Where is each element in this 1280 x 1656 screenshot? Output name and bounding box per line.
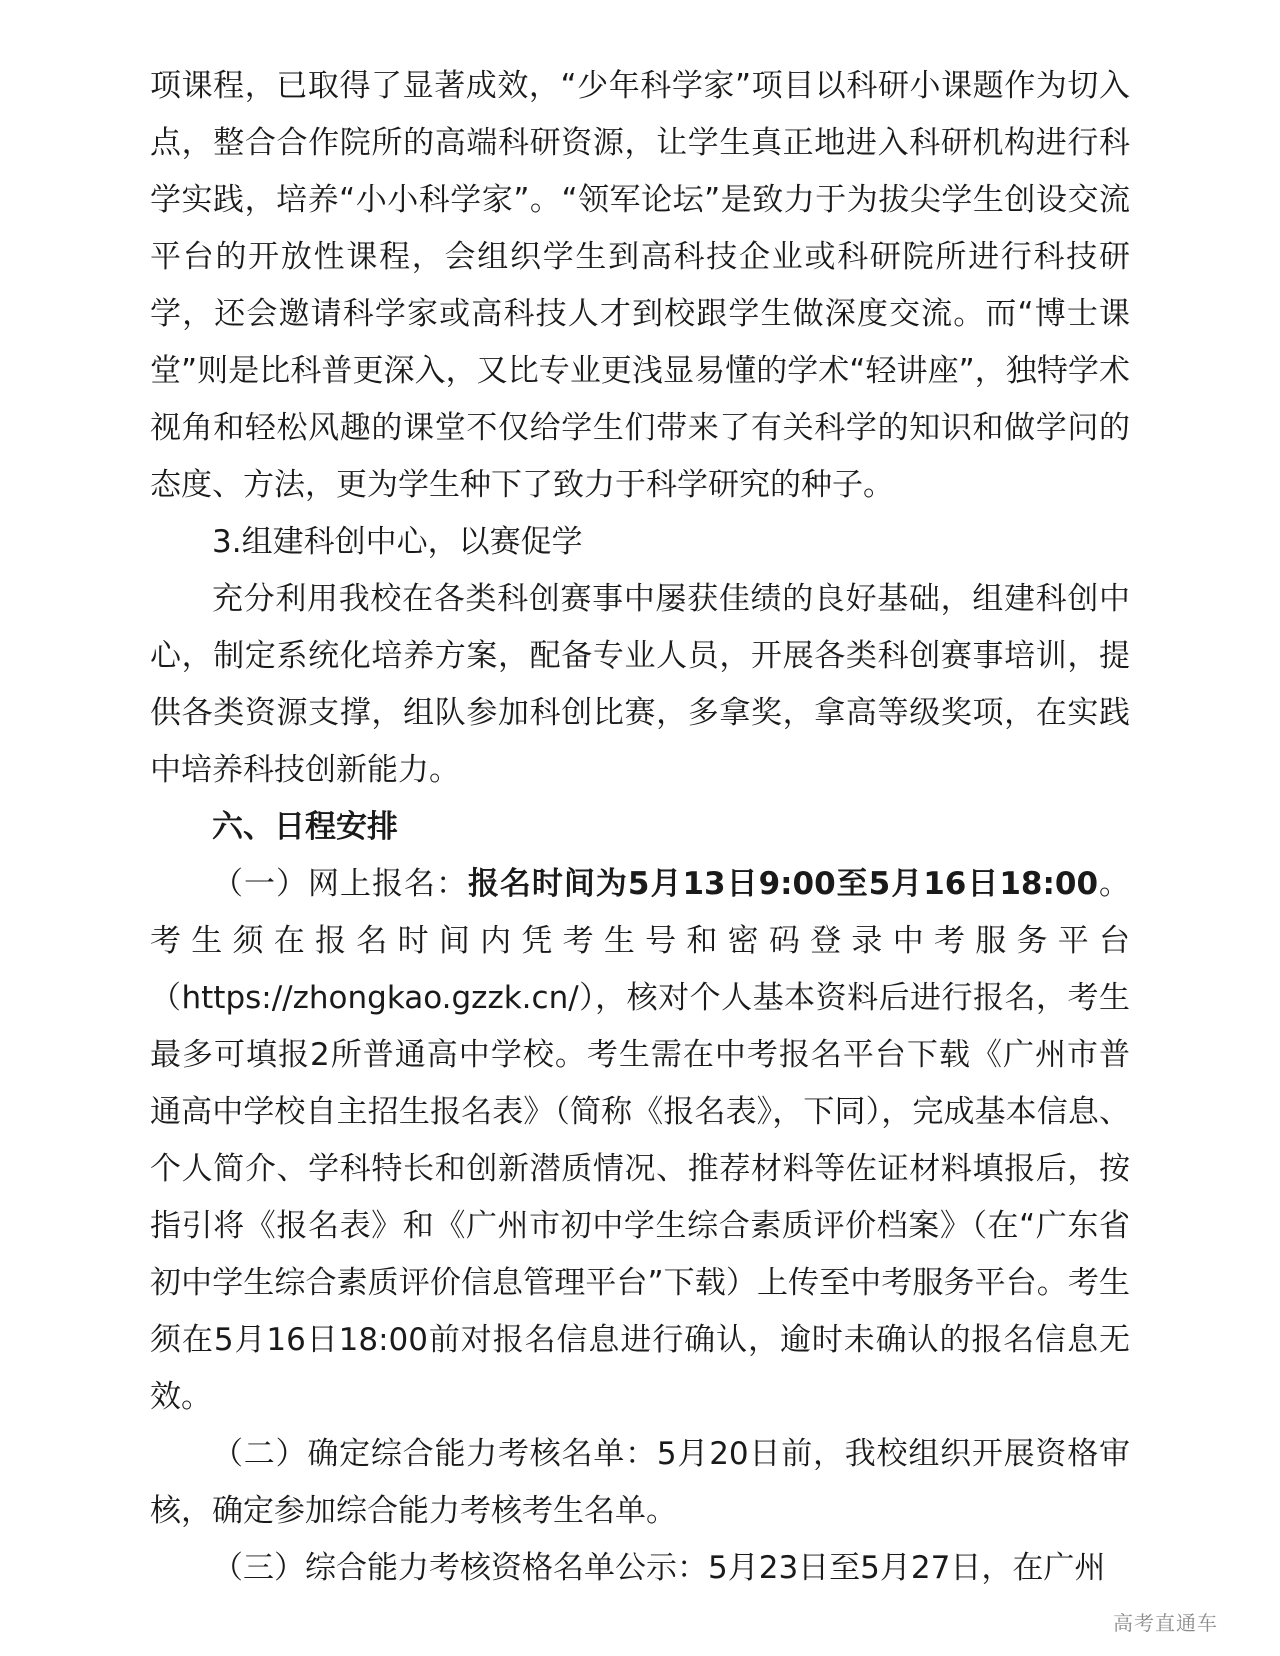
registration-label: （一）网上报名：: [212, 866, 468, 902]
document-page: [150, 58, 1130, 1597]
paragraph-online-registration: [150, 856, 1130, 1426]
registration-details: 。考生须在报名时间内凭考生号和密码登录中考服务平台（https://zhongkao.gzzk.cn/），核对个人基本资料后进行报名，考生最多可填报2所普通高中学校。考生需在中考报名平台下载《广州市普通高中学校自主招生报名表》（简称《报名表》，下同），完成基本信息、个人简介、学科特长和创新潜质情况、推荐材料等佐证材料填报后，按指引将《报名表》和《广州市初中学生综合素质评价档案》（在“广东省初中学生综合素质评价信息管理平台”下载）上传至中考服务平台。考生须在5月16日18:00前对报名信息进行确认，逾时未确认的报名信息无效。: [150, 866, 1131, 1415]
section-heading-schedule: 六、日程安排: [212, 809, 398, 845]
registration-time-bold: 报名时间为5月13日9:00至5月16日18:00: [467, 866, 1099, 902]
paragraph-assessment-list: （二）确定综合能力考核名单：5月20日前，我校组织开展资格审核，确定参加综合能力考核考生名单。: [150, 1436, 1130, 1529]
subheading-science-center: 3.组建科创中心，以赛促学: [212, 524, 583, 560]
watermark-text: 高考直通车: [1113, 1611, 1218, 1635]
paragraph-science-center: 充分利用我校在各类科创赛事中屡获佳绩的良好基础，组建科创中心，制定系统化培养方案，配备专业人员，开展各类科创赛事培训，提供各类资源支撑，组队参加科创比赛，多拿奖，拿高等级奖项，在实践中培养科技创新能力。: [150, 581, 1130, 788]
paragraph-courses: 项课程，已取得了显著成效，“少年科学家”项目以科研小课题作为切入点，整合合作院所的高端科研资源，让学生真正地进入科研机构进行科学实践，培养“小小科学家”。“领军论坛”是致力于为拔尖学生创设交流平台的开放性课程，会组织学生到高科技企业或科研院所进行科技研学，还会邀请科学家或高科技人才到校跟学生做深度交流。而“博士课堂”则是比科普更深入，又比专业更浅显易懂的学术“轻讲座”，独特学术视角和轻松风趣的课堂不仅给学生们带来了有关科学的知识和做学问的态度、方法，更为学生种下了致力于科学研究的种子。: [150, 68, 1130, 503]
paragraph-list-publicity: （三）综合能力考核资格名单公示：5月23日至5月27日，在广州: [212, 1550, 1106, 1586]
